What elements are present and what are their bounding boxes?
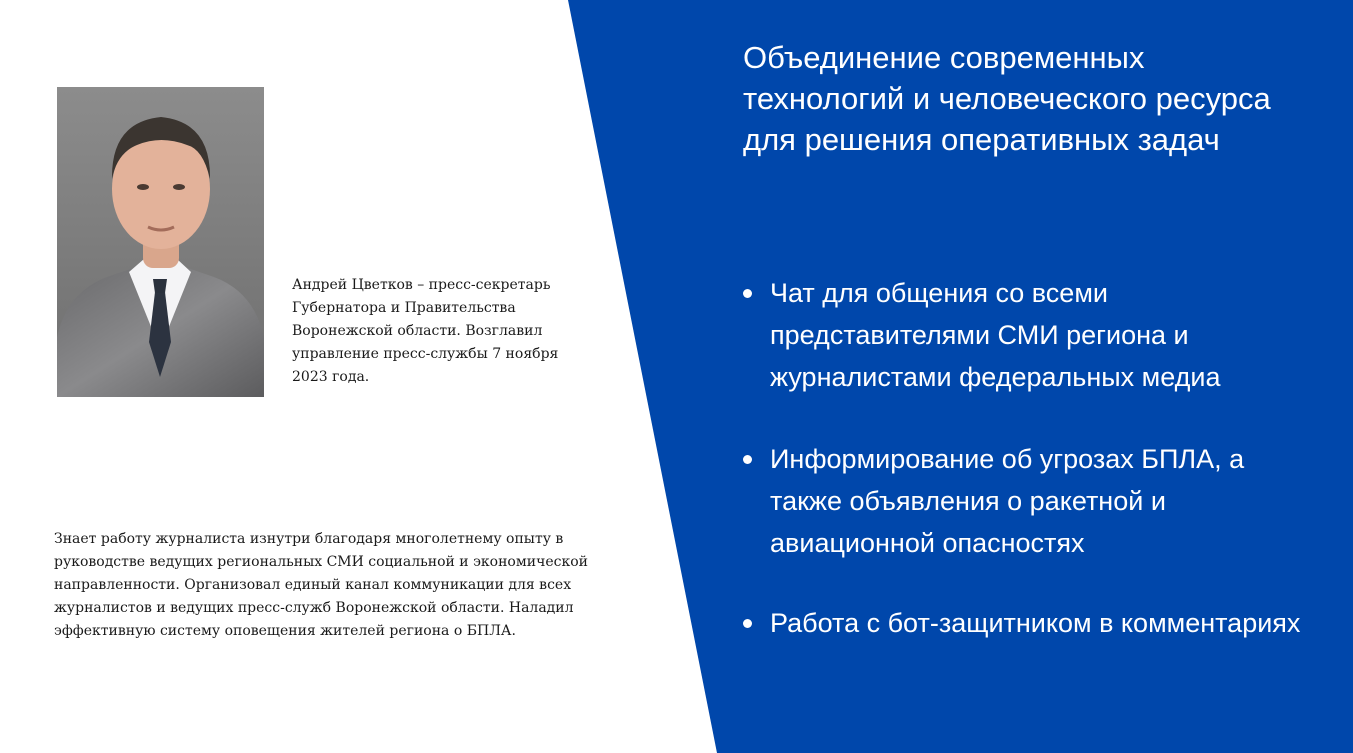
list-item	[743, 438, 1318, 564]
feature-list	[743, 272, 1318, 644]
person-bio: Знает работу журналиста изнутри благодаря многолетнему опыту в руководстве ведущих региональных СМИ социальной и экономической направленности. Организовал единый канал коммуникации для всех журналистов и ведущих пресс-служб Воронежской области. Наладил эффективную систему оповещения жителей региона о БПЛА.	[54, 531, 588, 639]
portrait-photo	[57, 87, 264, 397]
person-caption: Андрей Цветков – пресс-секретарь Губернатора и Правительства Воронежской области. Возглавил управление пресс-службы 7 ноября 2023 года.	[292, 277, 559, 385]
bullet-dot-icon	[743, 289, 752, 298]
bullet-dot-icon	[743, 619, 752, 628]
list-item-text: Чат для общения со всеми представителями СМИ региона и журналистами федеральных медиа	[770, 278, 1221, 392]
list-item-text: Информирование об угрозах БПЛА, а также объявления о ракетной и авиационной опасностях	[770, 444, 1245, 558]
bullet-dot-icon	[743, 455, 752, 464]
list-item-text: Работа с бот-защитником в комментариях	[770, 608, 1301, 638]
slide-headline: Объединение современных технологий и человеческого ресурса для решения оперативных задач	[743, 40, 1271, 157]
list-item	[743, 602, 1318, 644]
list-item	[743, 272, 1318, 398]
